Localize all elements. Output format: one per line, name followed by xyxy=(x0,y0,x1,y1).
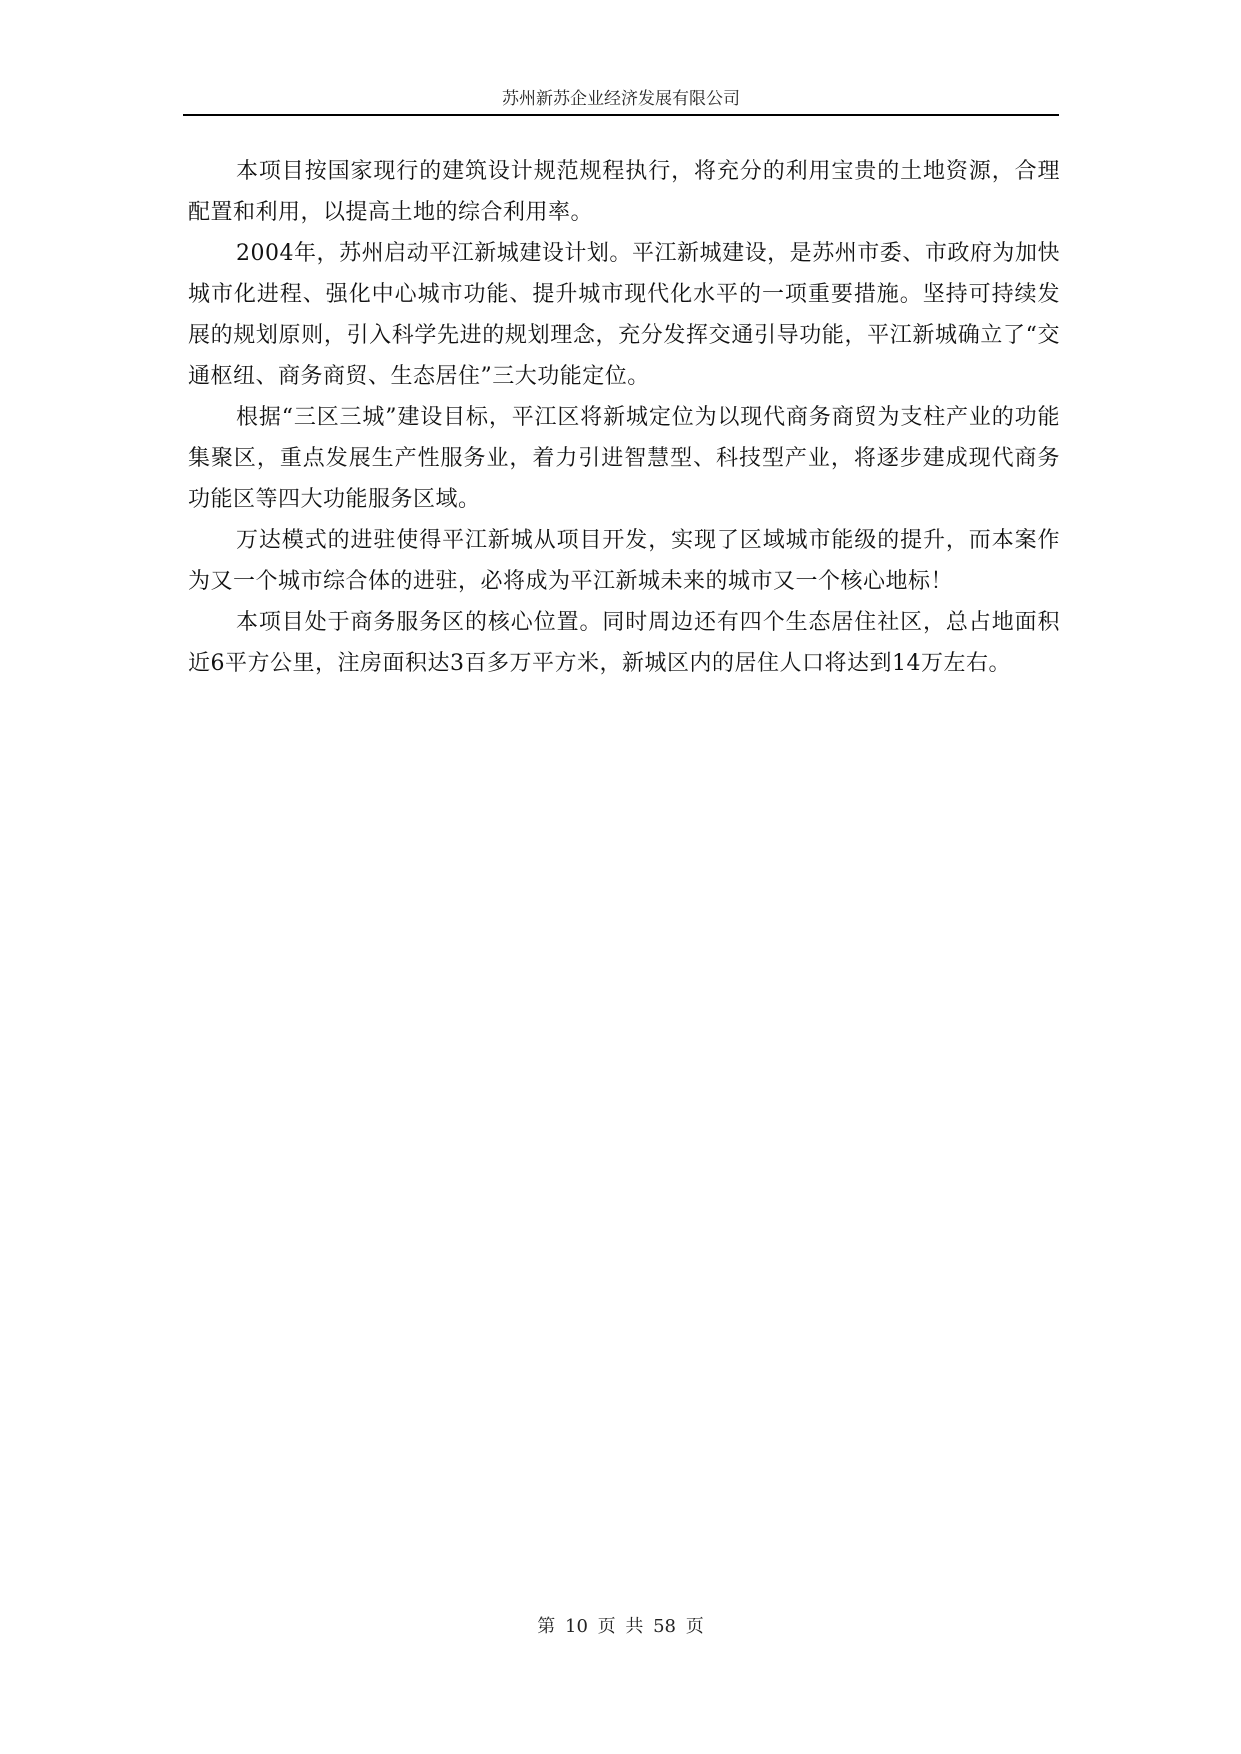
header-divider xyxy=(183,114,1059,116)
paragraph-pingjiang-plan: 2004年，苏州启动平江新城建设计划。平江新城建设，是苏州市委、市政府为加快城市化进程、强化中心城市功能、提升城市现代化水平的一项重要措施。坚持可持续发展的规划原则，引入科学先进的规划理念，充分发挥交通引导功能，平江新城确立了“交通枢纽、商务商贸、生态居住”三大功能定位。 xyxy=(188,241,1060,389)
page-number: 第 10 页 共 58 页 xyxy=(537,1616,704,1637)
paragraph-project-location: 本项目处于商务服务区的核心位置。同时周边还有四个生态居住社区，总占地面积近6平方公里，注房面积达3百多万平方米，新城区内的居住人口将达到14万左右。 xyxy=(188,610,1060,676)
paragraph-wanda-model: 万达模式的进驻使得平江新城从项目开发，实现了区域城市能级的提升，而本案作为又一个城市综合体的进驻，必将成为平江新城未来的城市又一个核心地标！ xyxy=(188,528,1060,594)
paragraph-land-use: 本项目按国家现行的建筑设计规范规程执行，将充分的利用宝贵的土地资源，合理配置和利用，以提高土地的综合利用率。 xyxy=(188,159,1060,225)
paragraph-district-goals: 根据“三区三城”建设目标，平江区将新城定位为以现代商务商贸为支柱产业的功能集聚区，重点发展生产性服务业，着力引进智慧型、科技型产业，将逐步建成现代商务功能区等四大功能服务区域。 xyxy=(188,405,1060,512)
page-header: 苏州新苏企业经济发展有限公司 xyxy=(502,89,740,109)
document-body xyxy=(188,151,1060,684)
